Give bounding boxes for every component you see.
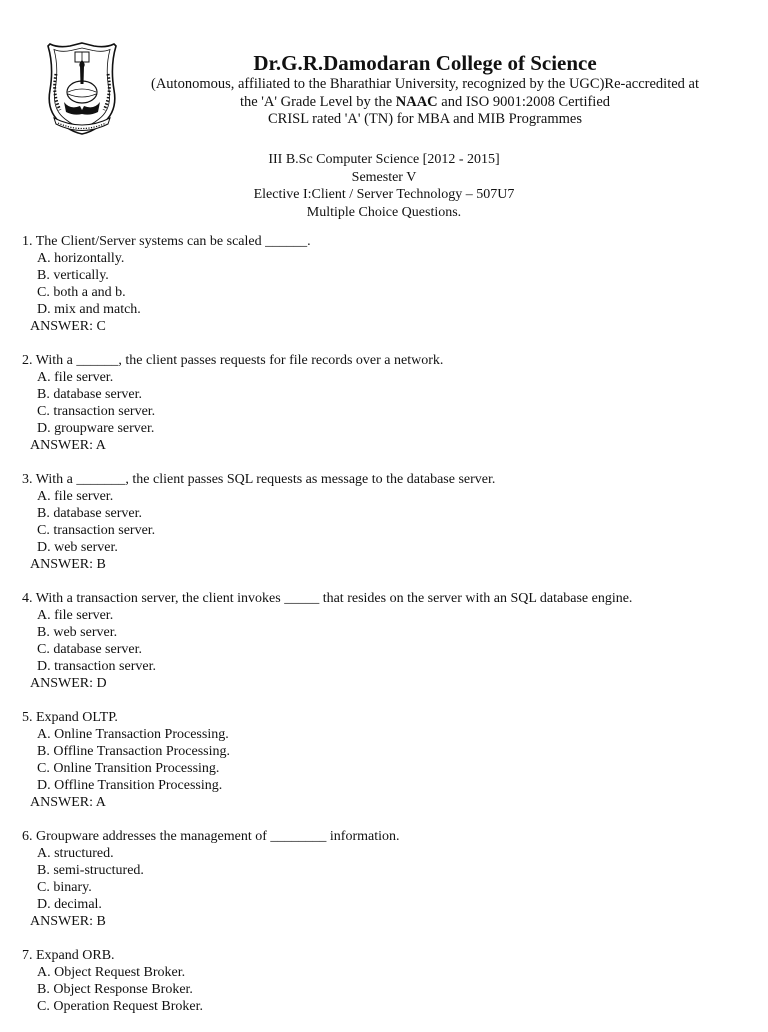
answer-option: A. file server. <box>37 608 114 623</box>
accreditation-line <box>125 94 725 112</box>
correct-answer: ANSWER: A <box>30 438 106 453</box>
question-text: 5. Expand OLTP. <box>22 710 118 725</box>
answer-option: B. database server. <box>37 387 142 402</box>
correct-answer: ANSWER: A <box>30 795 106 810</box>
question-text: 4. With a transaction server, the client invokes _____ that resides on the server with an SQL database engine. <box>22 591 633 606</box>
answer-option: D. mix and match. <box>37 302 141 317</box>
logo-globe-icon <box>67 81 97 103</box>
correct-answer: ANSWER: D <box>30 676 107 691</box>
answer-option: A. Object Request Broker. <box>37 965 186 980</box>
answer-option: C. Online Transition Processing. <box>37 761 220 776</box>
answer-option: B. database server. <box>37 506 142 521</box>
answer-option: C. both a and b. <box>37 285 126 300</box>
naac-label: NAAC <box>395 93 438 110</box>
correct-answer: ANSWER: C <box>30 319 106 334</box>
course-program: III B.Sc Computer Science [2012 - 2015] <box>268 152 500 167</box>
question-list <box>22 233 752 1032</box>
question-item <box>22 233 752 335</box>
answer-option: C. binary. <box>37 880 92 895</box>
question-text: 6. Groupware addresses the management of ________ information. <box>22 829 400 844</box>
question-item <box>22 709 752 811</box>
course-doc-type: Multiple Choice Questions. <box>306 204 462 220</box>
answer-option: C. database server. <box>37 642 142 657</box>
answer-option: A. structured. <box>37 846 114 861</box>
answer-option: B. vertically. <box>37 268 109 283</box>
course-subject: Elective I:Client / Server Technology – 507U7 <box>253 187 515 202</box>
answer-option: B. Object Response Broker. <box>37 982 193 997</box>
answer-option: D. transaction server. <box>37 659 156 674</box>
question-item <box>22 828 752 930</box>
college-logo <box>44 40 120 136</box>
college-name: Dr.G.R.Damodaran College of Science <box>253 51 597 75</box>
answer-option: D. Offline Transition Processing. <box>37 778 223 793</box>
answer-option: A. file server. <box>37 370 114 385</box>
answer-option: D. decimal. <box>37 897 102 912</box>
question-text: 2. With a ______, the client passes requests for file records over a network. <box>22 353 444 368</box>
answer-option: B. Offline Transaction Processing. <box>37 744 231 759</box>
answer-option: A. file server. <box>37 489 114 504</box>
accreditation-post: and ISO 9001:2008 Certified <box>437 93 611 110</box>
question-text: 1. The Client/Server systems can be scaled ______. <box>22 234 311 249</box>
answer-option: C. transaction server. <box>37 523 156 538</box>
answer-option: B. web server. <box>37 625 118 640</box>
course-info <box>0 151 768 221</box>
question-item <box>22 352 752 454</box>
correct-answer: ANSWER: B <box>30 914 106 929</box>
course-semester: Semester V <box>351 169 417 185</box>
answer-option: D. web server. <box>37 540 118 555</box>
crisl-line: CRISL rated 'A' (TN) for MBA and MIB Programmes <box>268 111 582 127</box>
answer-option: C. Operation Request Broker. <box>37 999 204 1014</box>
question-text: 3. With a _______, the client passes SQL requests as message to the database server. <box>22 472 496 487</box>
question-text: 7. Expand ORB. <box>22 948 115 963</box>
college-header <box>125 50 725 129</box>
logo-hands-icon <box>64 102 100 115</box>
answer-option: A. Online Transaction Processing. <box>37 727 229 742</box>
question-item <box>22 590 752 692</box>
answer-option: C. transaction server. <box>37 404 156 419</box>
answer-option: D. groupware server. <box>37 421 155 436</box>
correct-answer: ANSWER: B <box>30 557 106 572</box>
answer-option: A. horizontally. <box>37 251 125 266</box>
question-item <box>22 947 752 1015</box>
question-item <box>22 471 752 573</box>
accreditation-pre: the 'A' Grade Level by the <box>239 93 396 110</box>
affiliation-line: (Autonomous, affiliated to the Bharathiar University, recognized by the UGC)Re-accredited at <box>151 76 699 92</box>
answer-option: B. semi-structured. <box>37 863 144 878</box>
